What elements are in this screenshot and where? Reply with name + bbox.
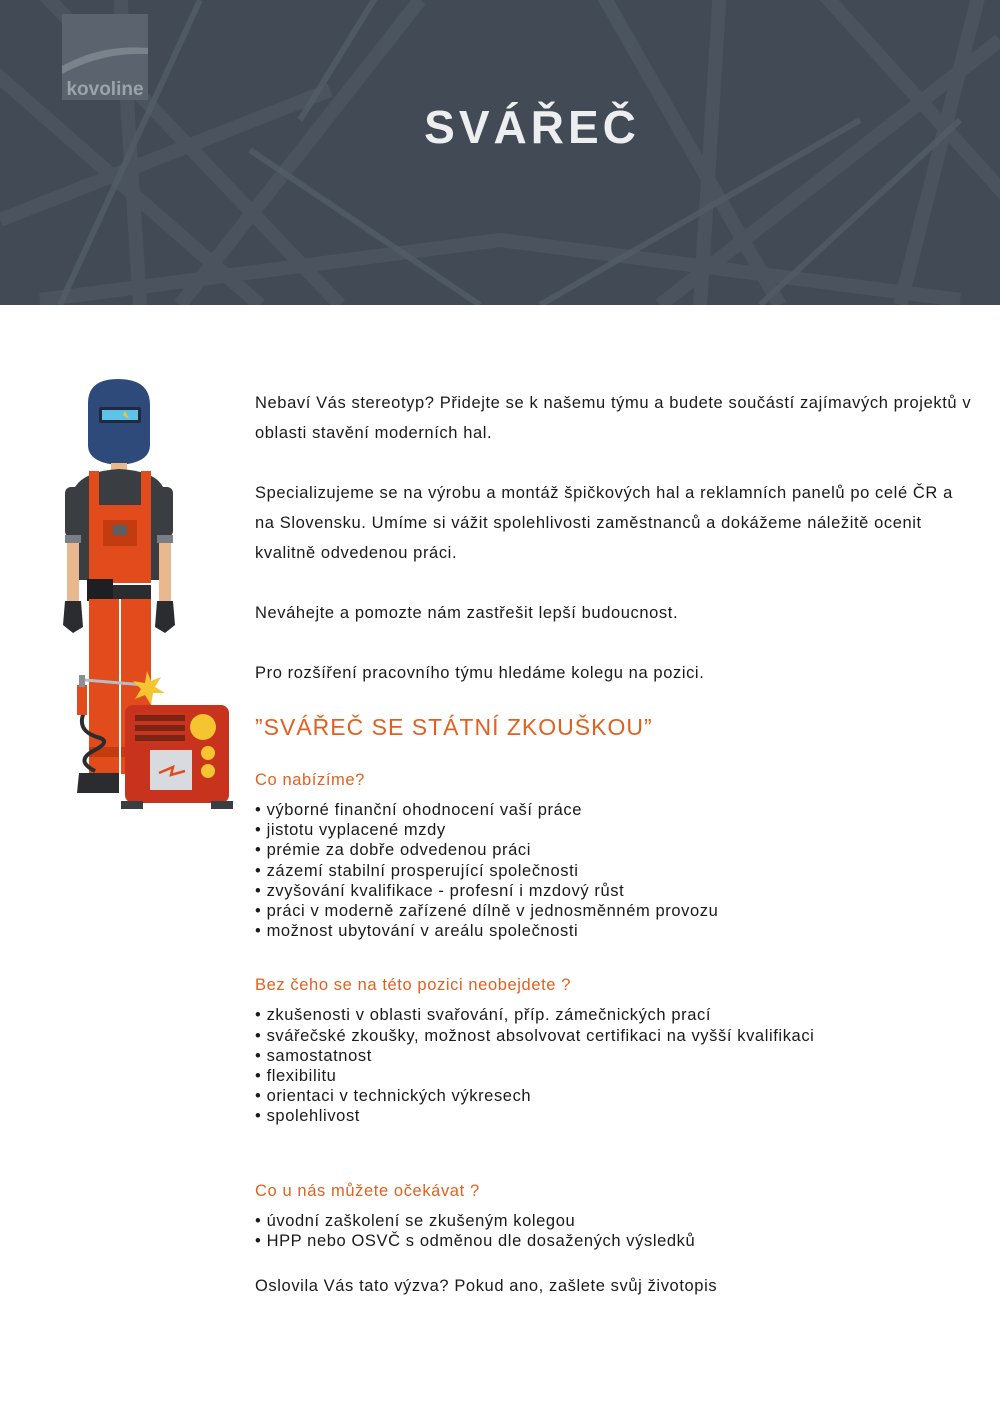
list-item: • svářečské zkoušky, možnost absolvovat certifikaci na vyšší kvalifikaci <box>255 1026 975 1046</box>
list-item: • samostatnost <box>255 1046 975 1066</box>
list-item: • práci v moderně zařízené dílně v jednosměnném provozu <box>255 901 975 921</box>
welder-illustration <box>55 375 245 815</box>
intro-paragraph-3: Neváhejte a pomozte nám zastřešit lepší budoucnost. <box>255 604 679 622</box>
page-title: SVÁŘEČ <box>424 101 640 153</box>
svg-text:kovoline: kovoline <box>66 79 144 100</box>
position-title: ”SVÁŘEČ SE STÁTNÍ ZKOUŠKOU” <box>255 714 653 740</box>
list-item: • spolehlivost <box>255 1106 975 1126</box>
job-description <box>255 388 975 1331</box>
requirements-list <box>255 1005 975 1126</box>
intro-paragraph-2: Specializujeme se na výrobu a montáž špičkových hal a reklamních panelů po celé ČR a na Slovensku. Umíme si vážit spolehlivosti zaměstnanců a dokážeme náležitě ocenit kvalitně odvedenou práci. <box>255 484 953 562</box>
closing-text: Oslovila Vás tato výzva? Pokud ano, zašlete svůj životopis <box>255 1277 718 1296</box>
list-item: • možnost ubytování v areálu společnosti <box>255 921 975 941</box>
list-item: • flexibilitu <box>255 1066 975 1086</box>
page-header <box>0 0 1000 305</box>
list-item: • zvyšování kvalifikace - profesní i mzdový růst <box>255 881 975 901</box>
intro-paragraph-4: Pro rozšíření pracovního týmu hledáme kolegu na pozici. <box>255 664 705 682</box>
offer-list <box>255 800 975 941</box>
list-item: • prémie za dobře odvedenou práci <box>255 840 975 860</box>
expect-list <box>255 1211 975 1251</box>
list-item: • zkušenosti v oblasti svařování, příp. zámečnických prací <box>255 1005 975 1025</box>
list-item: • úvodní zaškolení se zkušeným kolegou <box>255 1211 975 1231</box>
list-item: • jistotu vyplacené mzdy <box>255 820 975 840</box>
expect-heading: Co u nás můžete očekávat ? <box>255 1181 480 1200</box>
list-item: • HPP nebo OSVČ s odměnou dle dosažených výsledků <box>255 1231 975 1251</box>
list-item: • zázemí stabilní prosperující společnosti <box>255 861 975 881</box>
list-item: • výborné finanční ohodnocení vaší práce <box>255 800 975 820</box>
requirements-heading: Bez čeho se na této pozici neobejdete ? <box>255 976 572 995</box>
list-item: • orientaci v technických výkresech <box>255 1086 975 1106</box>
kovoline-logo <box>62 14 148 100</box>
offer-heading: Co nabízíme? <box>255 771 365 789</box>
intro-paragraph-1: Nebaví Vás stereotyp? Přidejte se k našemu týmu a budete součástí zajímavých projektů v oblasti stavění moderních hal. <box>255 394 972 442</box>
